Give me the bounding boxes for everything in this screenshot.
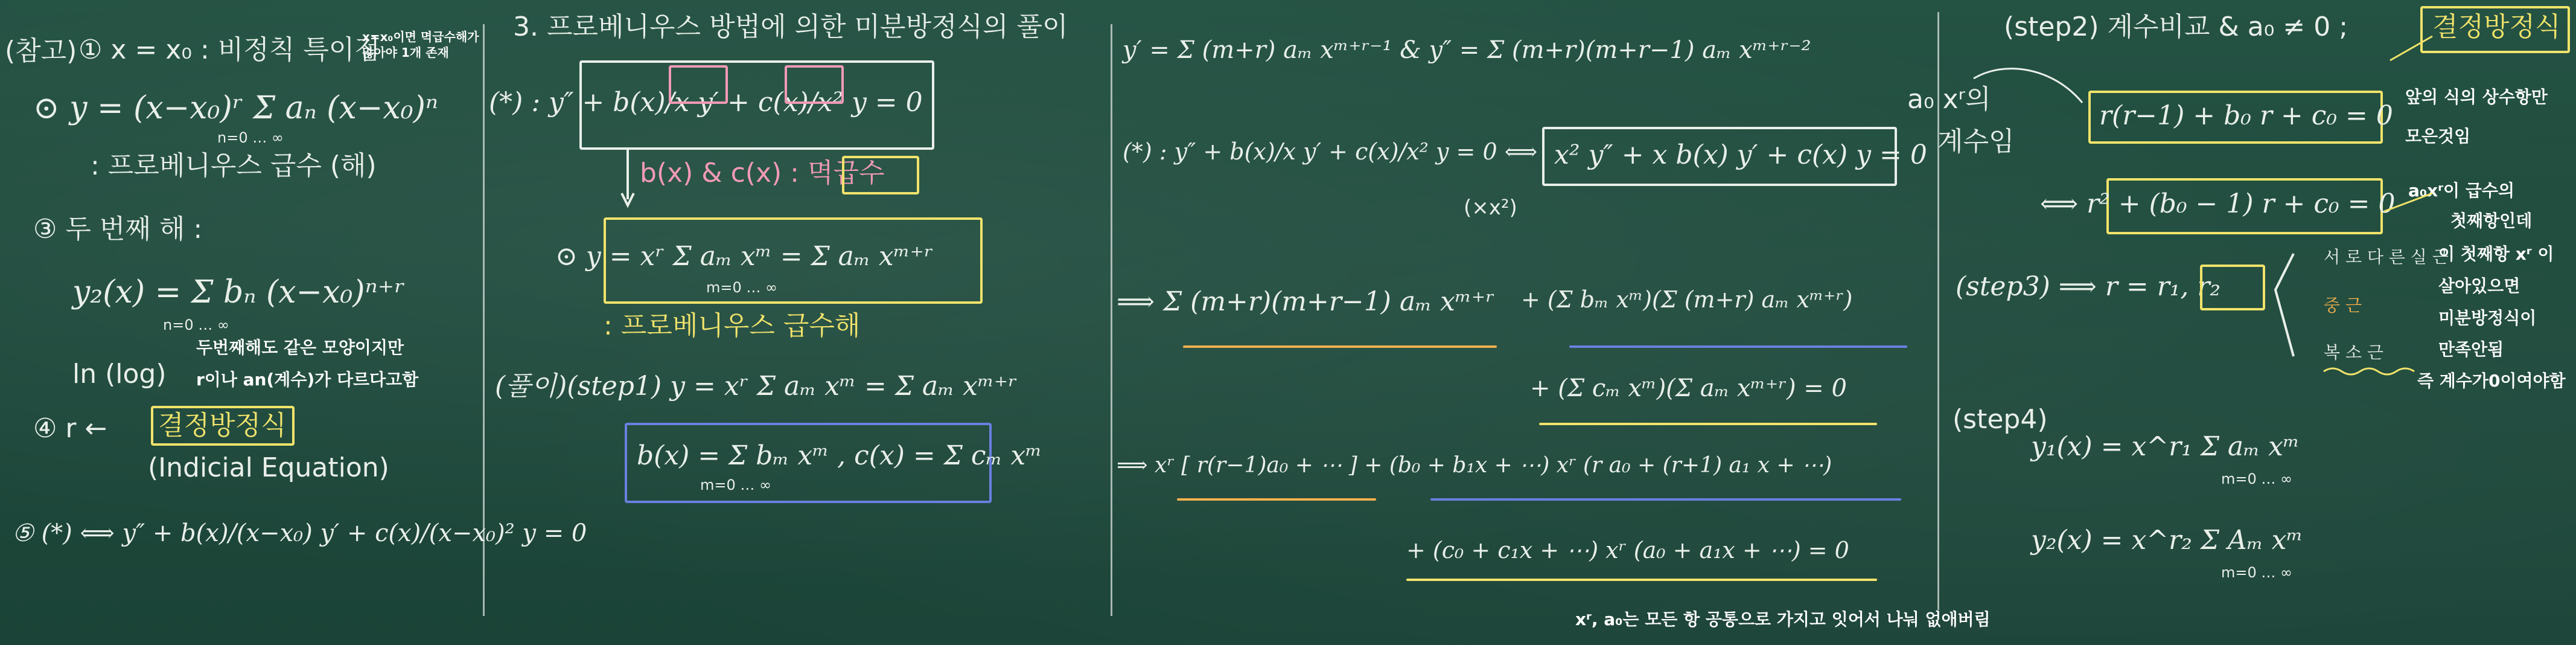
y1-range: m=0 … ∞	[2221, 470, 2293, 487]
item5-eq: ⑤ (*) ⟺ y″ + b(x)/(x−x₀) y′ + c(x)/(x−x₀)² y = 0	[12, 519, 587, 547]
coef-label-b: 계수임	[1937, 126, 2015, 157]
log-label: ln (log)	[72, 359, 167, 390]
expansion-eq: b(x) = Σ bₘ xᵐ , c(x) = Σ cₘ xᵐ	[637, 440, 1042, 471]
frobenius-label: : 프로베니우스 급수해	[604, 310, 861, 341]
star-eq: (*) : y″ + b(x)/x y′ + c(x)/x² y = 0	[489, 87, 923, 118]
derivatives-eq: y′ = Σ (m+r) aₘ xᵐ⁺ʳ⁻¹ & y″ = Σ (m+r)(m+r−1) aₘ xᵐ⁺ʳ⁻²	[1123, 36, 1811, 64]
expansion-range: m=0 … ∞	[700, 477, 772, 493]
item2-series-range: n=0 … ∞	[217, 129, 284, 146]
item3-range: n=0 … ∞	[163, 316, 229, 333]
indicial-en: (Indicial Equation)	[148, 452, 389, 483]
coef-label-a: a₀ xʳ의	[1907, 84, 1991, 115]
step4: (step4)	[1953, 404, 2048, 435]
note-first-c: 이 첫째항 xʳ 이	[2438, 244, 2554, 264]
common-factor-note: xʳ, a₀는 모든 항 공통으로 가지고 잇어서 나눠 없애버림	[1575, 609, 1991, 629]
case-distinct: 서 로 다 른 실 근	[2324, 247, 2449, 267]
collect-b: + (c₀ + c₁x + ⋯) xʳ (a₀ + a₁x + ⋯) = 0	[1406, 537, 1849, 563]
guess-range: m=0 … ∞	[706, 279, 778, 296]
subst-a: ⟹ Σ (m+r)(m+r−1) aₘ xᵐ⁺ʳ	[1117, 286, 1495, 317]
item3-title: ③ 두 번째 해 :	[33, 214, 203, 245]
times-x2: (×x²)	[1464, 196, 1517, 220]
note-first-f: 만족안됨	[2438, 339, 2504, 359]
bc-condition: b(x) & c(x) : 멱급수	[640, 158, 885, 188]
panel2-title: 3. 프로베니우스 방법에 의한 미분방정식의 풀이	[513, 11, 1068, 42]
collect-a: ⟹ xʳ [ r(r−1)a₀ + ⋯ ] + (b₀ + b₁x + ⋯) xʳ (r a₀ + (r+1) a₁ x + ⋯)	[1117, 453, 1832, 478]
frobenius-series-label: : 프로베니우스 급수 (해)	[91, 150, 377, 181]
note-const-a: 앞의 식의 상수항만	[2405, 87, 2548, 107]
note-first-a: a₀xʳ이 급수의	[2408, 181, 2514, 201]
case-complex: 복 소 근	[2324, 342, 2383, 362]
eq2: ⟺ r² + (b₀ − 1) r + c₀ = 0	[2040, 188, 2396, 219]
guess-eq: ⊙ y = xʳ Σ aₘ xᵐ = Σ aₘ xᵐ⁺ʳ	[555, 241, 934, 272]
eq1: r(r−1) + b₀ r + c₀ = 0	[2099, 100, 2393, 131]
note-first-g: 즉 계수가0이여야함	[2417, 371, 2566, 391]
item1-note-a: x=x₀이면 멱급수해가	[362, 30, 479, 44]
step3: (step3) ⟹ r = r₁, r₂	[1956, 271, 2221, 302]
indicial-ko: 결정방정식	[158, 410, 287, 441]
y2: y₂(x) = x^r₂ Σ Aₘ xᵐ	[2031, 525, 2303, 556]
indicial-label: 결정방정식	[2432, 11, 2561, 42]
step2-heading: (step2) 계수비교 & a₀ ≠ 0 ;	[2004, 11, 2348, 42]
note-first-b: 첫째항인데	[2450, 211, 2533, 231]
item1-note-b: 많아야 1개 존재	[362, 45, 449, 60]
step2-label: (참고)	[5, 36, 77, 66]
subst-b: + (Σ bₘ xᵐ)(Σ (m+r) aₘ xᵐ⁺ʳ)	[1521, 286, 1853, 313]
star-line-a: (*) : y″ + b(x)/x y′ + c(x)/x² y = 0 ⟺	[1123, 138, 1538, 165]
item4-prefix: ④ r ←	[33, 413, 107, 444]
item1-text: ① x = x₀ : 비정칙 특이점	[78, 34, 380, 65]
step1-eq: (풀이)(step1) y = xʳ Σ aₘ xᵐ = Σ aₘ xᵐ⁺ʳ	[495, 371, 1018, 402]
note-second-a: 두번째해도 같은 모양이지만	[196, 338, 404, 358]
y1: y₁(x) = x^r₁ Σ aₘ xᵐ	[2031, 431, 2300, 462]
case-double: 중 근	[2324, 295, 2362, 315]
note-const-b: 모은것임	[2405, 126, 2471, 146]
item2-series: ⊙ y = (x−x₀)ʳ Σ aₙ (x−x₀)ⁿ	[33, 90, 438, 126]
item3-eq: y₂(x) = Σ bₙ (x−x₀)ⁿ⁺ʳ	[72, 274, 406, 310]
star-line-b: x² y″ + x b(x) y′ + c(x) y = 0	[1554, 140, 1927, 170]
subst-c: + (Σ cₘ xᵐ)(Σ aₘ xᵐ⁺ʳ) = 0	[1530, 374, 1847, 402]
note-second-b: r이나 an(계수)가 다르다고함	[196, 370, 419, 390]
note-first-e: 미분방정식이	[2438, 308, 2537, 328]
note-first-d: 살아있으면	[2438, 276, 2520, 296]
y2-range: m=0 … ∞	[2221, 564, 2293, 581]
